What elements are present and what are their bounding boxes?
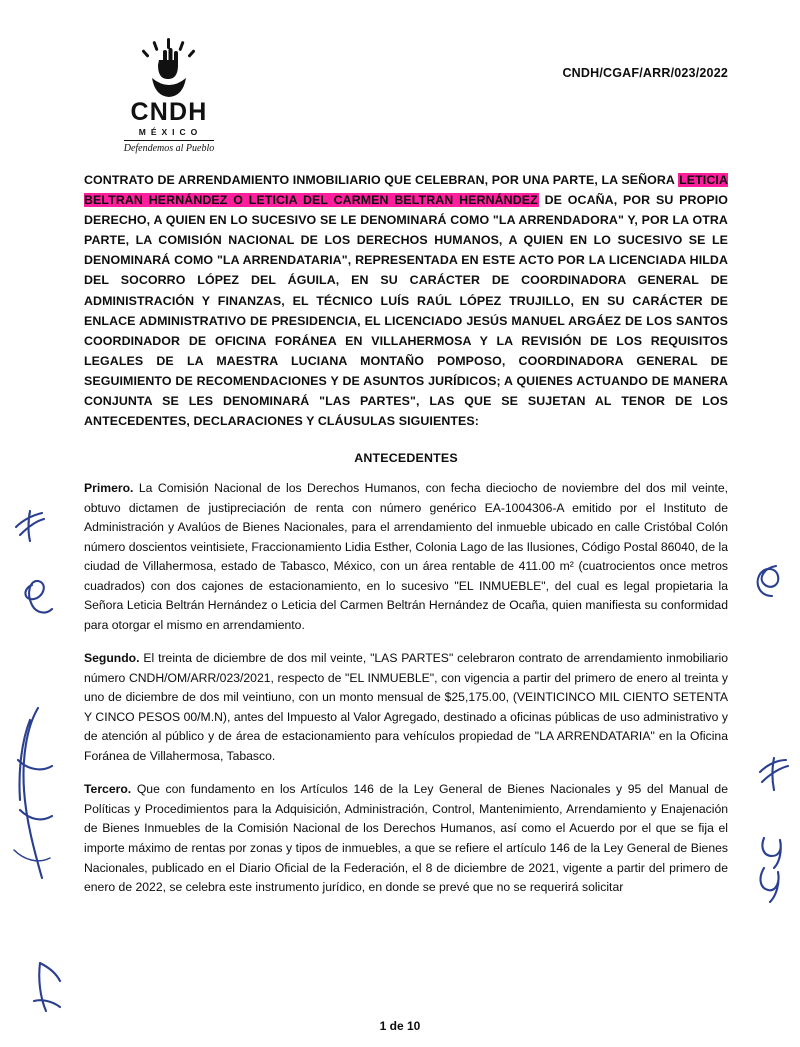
rubric-mark-8: [754, 862, 788, 904]
clause-lead-segundo: Segundo.: [84, 651, 140, 666]
section-heading-antecedentes: ANTECEDENTES: [354, 451, 458, 466]
logo-subtitle: MÉXICO: [138, 127, 203, 137]
rubric-mark-1: [10, 505, 50, 545]
rubric-mark-6: [752, 752, 792, 796]
clause-tercero: [84, 780, 728, 897]
logo-tagline: Defendemos al Pueblo: [124, 140, 215, 154]
rubric-mark-7: [756, 830, 790, 872]
clause-body-primero: La Comisión Nacional de los Derechos Humanos, con fecha dieciocho de noviembre del dos mil veinte, obtuvo dictamen de justipreciación de renta con número genérico EA-1004306-A emitido por el Instituto de Administración y Avalúos de Bienes Nacionales, para el arrendamiento del inmueble ubicado en calle Cristóbal Colón número doscientos veintisiete, Fraccionamiento Lidia Esther, Colonia Lago de las Ilusiones, Código Postal 86040, de la ciudad de Villahermosa, estado de Tabasco, México, con un área rentable de 411.00 m² (cuatrocientos once metros cuadrados) con dos cajones de estacionamiento, en lo sucesivo "EL INMUEBLE", del cual es legal propietaria la Señora Leticia Beltrán Hernández o Leticia del Carmen Beltrán Hernández de Ocaña, quien manifiesta su conformidad para otorgar el mismo en arrendamiento.: [84, 481, 728, 632]
contract-intro-paragraph: [84, 170, 728, 431]
intro-text-part1: CONTRATO DE ARRENDAMIENTO INMOBILIARIO QUE CELEBRAN, POR UNA PARTE, LA SEÑORA: [84, 173, 679, 187]
rubric-mark-3: [8, 700, 60, 890]
logo-wordmark: CNDH: [130, 98, 208, 126]
rubric-mark-2: [18, 575, 62, 623]
clause-body-tercero: Que con fundamento en los Artículos 146 de la Ley General de Bienes Nacionales y 95 del Manual de Políticas y Procedimientos para la Adquisición, Administración, Control, Mantenimiento, Arrendamiento y Enajenación de Bienes Inmuebles de la Comisión Nacional de los Derechos Humanos, así como el Acuerdo por el que se fija el importe máximo de rentas por zonas y tipos de inmuebles, a que se refiere el artículo 146 de la Ley General de Bienes Nacionales, publicado en el Diario Oficial de la Federación, el 8 de diciembre de 2021, vigente a partir del primero de enero de 2022, se celebra este instrumento jurídico, en donde se prevé que no se requerirá solicitar: [84, 782, 728, 895]
clause-lead-tercero: Tercero.: [84, 782, 132, 797]
clause-body-segundo: El treinta de diciembre de dos mil veinte, "LAS PARTES" celebraron contrato de arrendamiento inmobiliario número CNDH/OM/ARR/023/2021, respecto de "EL INMUEBLE", con vigencia a partir del primero de enero al treinta y uno de diciembre de dos mil veintiuno, con un monto mensual de $25,175.00, (VEINTICINCO MIL CIENTO SETENTA Y CINCO PESOS 00/M.N), antes del Impuesto al Valor Agregado, destinado a oficinas públicas de uso administrativo y de atención al público y de área de estacionamiento para vehículos propiedad de "LA ARRENDATARIA" en la Oficina Foránea de Villahermosa, Tabasco.: [84, 651, 728, 763]
rubric-mark-4: [28, 955, 72, 1015]
highlighted-lessor-name: LETICIA BELTRAN HERNÁNDEZ O LETICIA DEL CARMEN BELTRAN HERNÁNDEZ: [84, 173, 728, 208]
cndh-logo: [104, 38, 234, 156]
document-header: [84, 30, 728, 154]
document-code: CNDH/CGAF/ARR/023/2022: [562, 66, 728, 80]
clause-lead-primero: Primero.: [84, 481, 134, 496]
raised-hand-with-rays-emblem-icon: [132, 38, 206, 98]
page-number-footer: 1 de 10: [379, 1019, 421, 1033]
rubric-mark-5: [748, 558, 788, 602]
intro-text-part2: DE OCAÑA, POR SU PROPIO DERECHO, A QUIEN EN LO SUCESIVO SE LE DENOMINARÁ COMO "LA ARRENDADORA" Y, POR LA OTRA PARTE, LA COMISIÓN NACIONAL DE LOS DERECHOS HUMANOS, A QUIEN EN LO SUCESIVO SE LE DENOMINARÁ COMO "LA ARRENDATARIA", REPRESENTADA EN ESTE ACTO POR LA LICENCIADA HILDA DEL SOCORRO LÓPEZ DEL ÁGUILA, EN SU CARÁCTER DE COORDINADORA GENERAL DE ADMINISTRACIÓN Y FINANZAS, EL TÉCNICO LUÍS RAÚL LÓPEZ TRUJILLO, EN SU CARÁCTER DE ENLACE ADMINISTRATIVO DE PRESIDENCIA, EL LICENCIADO JESÚS MANUEL ARGÁEZ DE LOS SANTOS COORDINADOR DE OFICINA FORÁNEA EN VILLAHERMOSA Y LA REVISIÓN DE LOS REQUISITOS LEGALES DE LA MAESTRA LUCIANA MONTAÑO POMPOSO, COORDINADORA GENERAL DE SEGUIMIENTO DE RECOMENDACIONES Y DE ASUNTOS JURÍDICOS; A QUIENES ACTUANDO DE MANERA CONJUNTA SE LES DENOMINARÁ "LAS PARTES", LAS QUE SE SUJETAN AL TENOR DE LOS ANTECEDENTES, DECLARACIONES Y CLÁUSULAS SIGUIENTES:: [84, 193, 728, 429]
clause-primero: [84, 479, 728, 635]
clause-segundo: [84, 649, 728, 766]
